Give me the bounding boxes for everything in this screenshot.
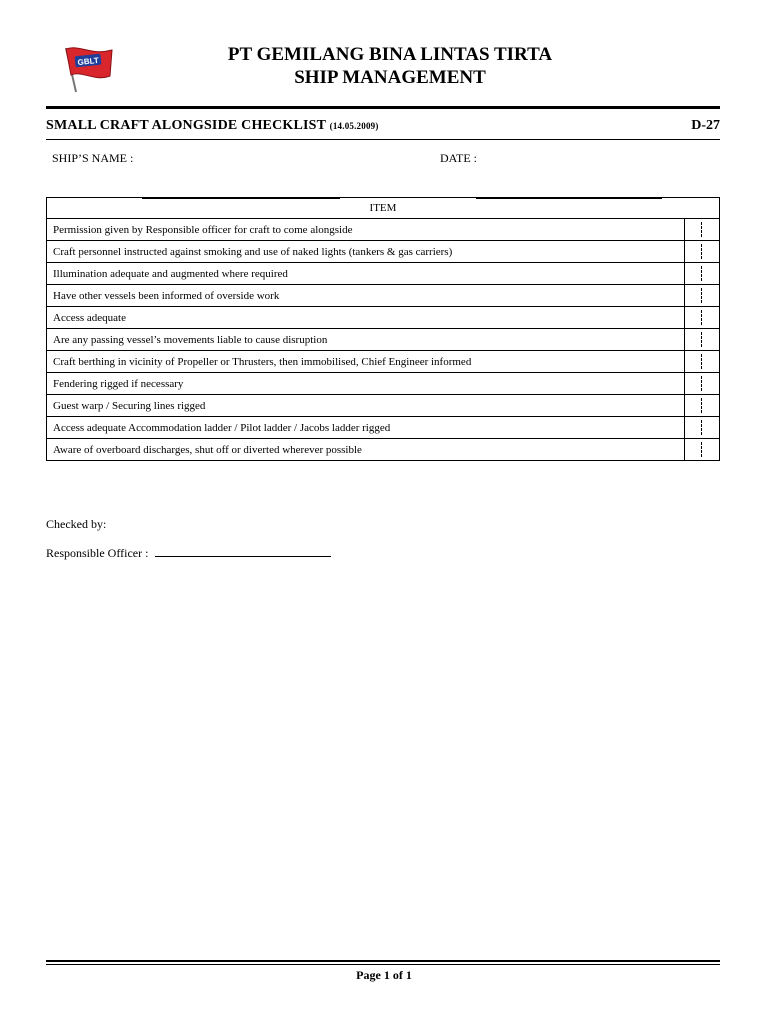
checklist-row [47, 307, 720, 329]
responsible-officer-label: Responsible Officer : [46, 546, 149, 560]
checklist-row [47, 219, 720, 241]
checklist-item: Access adequate [47, 307, 685, 329]
checklist-header-row [47, 198, 720, 219]
company-division: SHIP MANAGEMENT [294, 67, 486, 88]
checkbox-cell[interactable] [685, 439, 720, 461]
checklist-item: Access adequate Accommodation ladder / Pilot ladder / Jacobs ladder rigged [47, 417, 685, 439]
checkbox-mark [701, 332, 703, 347]
date-label: DATE : [440, 151, 477, 165]
logo-text: GBLT [77, 55, 100, 68]
form-revision-date: (14.05.2009) [329, 121, 379, 131]
checkbox-cell[interactable] [685, 351, 720, 373]
checkbox-cell[interactable] [685, 241, 720, 263]
checklist-row [47, 439, 720, 461]
checkbox-mark [701, 420, 703, 435]
checklist-item: Craft personnel instructed against smoking and use of naked lights (tankers & gas carriers) [47, 241, 685, 263]
checkbox-mark [701, 354, 703, 369]
checklist-row [47, 373, 720, 395]
checkbox-cell[interactable] [685, 263, 720, 285]
checklist-row [47, 241, 720, 263]
checkbox-mark [701, 398, 703, 413]
footer-rule [46, 960, 720, 962]
form-title-block [46, 118, 379, 134]
checked-by-label: Checked by: [46, 517, 107, 531]
ship-name-label: SHIP’S NAME : [52, 151, 134, 165]
checkbox-cell[interactable] [685, 373, 720, 395]
company-name: PT GEMILANG BINA LINTAS TIRTA [227, 44, 553, 65]
checklist-item: Have other vessels been informed of overside work [47, 285, 685, 307]
form-code: D-27 [691, 118, 720, 133]
checklist-table [46, 197, 720, 461]
checkbox-cell[interactable] [685, 417, 720, 439]
header-rule [46, 106, 720, 109]
checklist-row [47, 285, 720, 307]
checkbox-mark [701, 288, 703, 303]
checklist-row [47, 263, 720, 285]
checklist-item: Permission given by Responsible officer for craft to come alongside [47, 219, 685, 241]
form-title: SMALL CRAFT ALONGSIDE CHECKLIST [46, 118, 326, 133]
checkbox-cell[interactable] [685, 219, 720, 241]
responsible-officer-row [46, 545, 331, 561]
checkbox-mark [701, 222, 703, 237]
title-rule [46, 139, 720, 140]
checkbox-cell[interactable] [685, 307, 720, 329]
checklist-item: Craft berthing in vicinity of Propeller or Thrusters, then immobilised, Chief Engineer informed [47, 351, 685, 373]
checkbox-mark [701, 244, 703, 259]
checklist-row [47, 417, 720, 439]
checklist-row [47, 351, 720, 373]
checkbox-cell[interactable] [685, 395, 720, 417]
checklist-row [47, 329, 720, 351]
form-title-row [46, 118, 720, 138]
checklist-item: Guest warp / Securing lines rigged [47, 395, 685, 417]
checkbox-mark [701, 266, 703, 281]
page-number: Page 1 of 1 [356, 968, 412, 982]
checklist-row [47, 395, 720, 417]
checkbox-cell[interactable] [685, 285, 720, 307]
checklist-item: Aware of overboard discharges, shut off or diverted wherever possible [47, 439, 685, 461]
checkbox-mark [701, 376, 703, 391]
checklist-item: Fendering rigged if necessary [47, 373, 685, 395]
company-flag-logo [58, 42, 116, 94]
checkbox-mark [701, 442, 703, 457]
checklist-item: Illumination adequate and augmented where required [47, 263, 685, 285]
checklist-item: Are any passing vessel’s movements liable to cause disruption [47, 329, 685, 351]
checkbox-mark [701, 310, 703, 325]
checklist-header: ITEM [47, 198, 720, 219]
footer-rule-thin [46, 964, 720, 965]
responsible-officer-signature-field[interactable] [155, 545, 331, 557]
checkbox-cell[interactable] [685, 329, 720, 351]
